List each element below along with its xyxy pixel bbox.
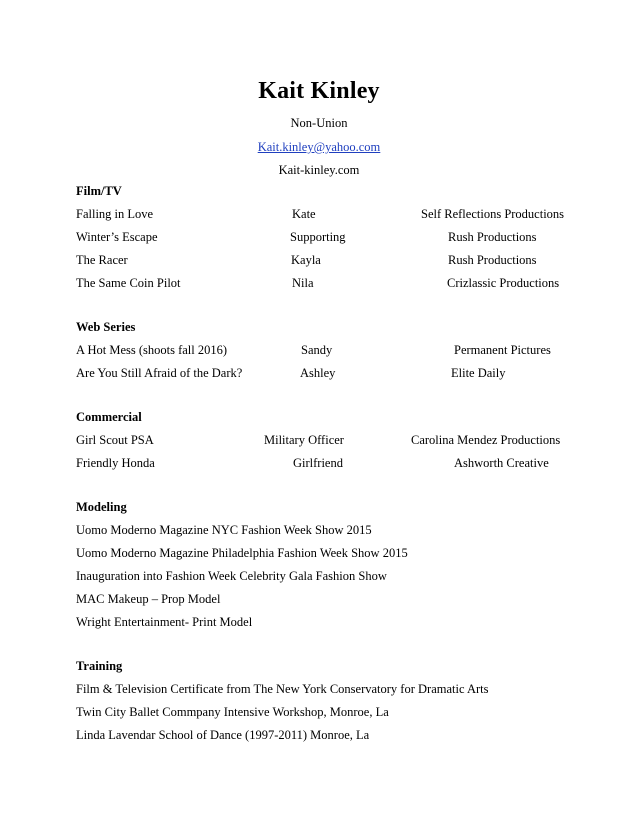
modeling-heading: Modeling — [76, 500, 127, 514]
web-role: Sandy — [301, 343, 333, 357]
film-company: Rush Productions — [448, 230, 537, 244]
modeling-item: Uomo Moderno Magazine NYC Fashion Week Show 2015 — [76, 523, 372, 537]
training-item: Twin City Ballet Commpany Intensive Workshop, Monroe, La — [76, 705, 389, 719]
web-title: A Hot Mess (shoots fall 2016) — [76, 343, 228, 357]
film-company: Self Reflections Productions — [421, 207, 565, 221]
commercial-role: Girlfriend — [293, 456, 343, 470]
training-heading: Training — [76, 659, 123, 673]
film-tv-heading: Film/TV — [76, 184, 122, 198]
modeling-item: Inauguration into Fashion Week Celebrity Gala Fashion Show — [76, 569, 387, 583]
film-title: Falling in Love — [76, 207, 154, 221]
film-title: The Racer — [76, 253, 128, 267]
modeling-item: MAC Makeup – Prop Model — [76, 592, 221, 606]
film-company: Rush Productions — [448, 253, 537, 267]
film-company: Crizlassic Productions — [447, 276, 560, 290]
modeling-item: Wright Entertainment- Print Model — [76, 615, 253, 629]
commercial-title: Friendly Honda — [76, 456, 155, 470]
film-role: Supporting — [290, 230, 346, 244]
resume-name: Kait Kinley — [258, 78, 380, 104]
web-company: Permanent Pictures — [454, 343, 551, 357]
commercial-company: Carolina Mendez Productions — [411, 433, 561, 447]
email-line — [0, 140, 638, 155]
web-series-heading: Web Series — [76, 320, 136, 334]
training-item: Film & Television Certificate from The New York Conservatory for Dramatic Arts — [76, 682, 489, 696]
commercial-company: Ashworth Creative — [454, 456, 549, 470]
email-link[interactable]: Kait.kinley@yahoo.com — [257, 140, 381, 154]
training-item: Linda Lavendar School of Dance (1997-2011) Monroe, La — [76, 728, 370, 742]
web-company: Elite Daily — [451, 366, 506, 380]
web-role: Ashley — [300, 366, 336, 380]
film-title: Winter’s Escape — [76, 230, 158, 244]
commercial-title: Girl Scout PSA — [76, 433, 154, 447]
modeling-item: Uomo Moderno Magazine Philadelphia Fashion Week Show 2015 — [76, 546, 408, 560]
union-status: Non-Union — [290, 116, 348, 130]
commercial-role: Military Officer — [264, 433, 344, 447]
commercial-heading: Commercial — [76, 410, 142, 424]
film-role: Kayla — [291, 253, 321, 267]
film-role: Kate — [292, 207, 316, 221]
film-title: The Same Coin Pilot — [76, 276, 181, 290]
web-title: Are You Still Afraid of the Dark? — [76, 366, 243, 380]
film-role: Nila — [292, 276, 314, 290]
website-text: Kait-kinley.com — [278, 163, 360, 177]
